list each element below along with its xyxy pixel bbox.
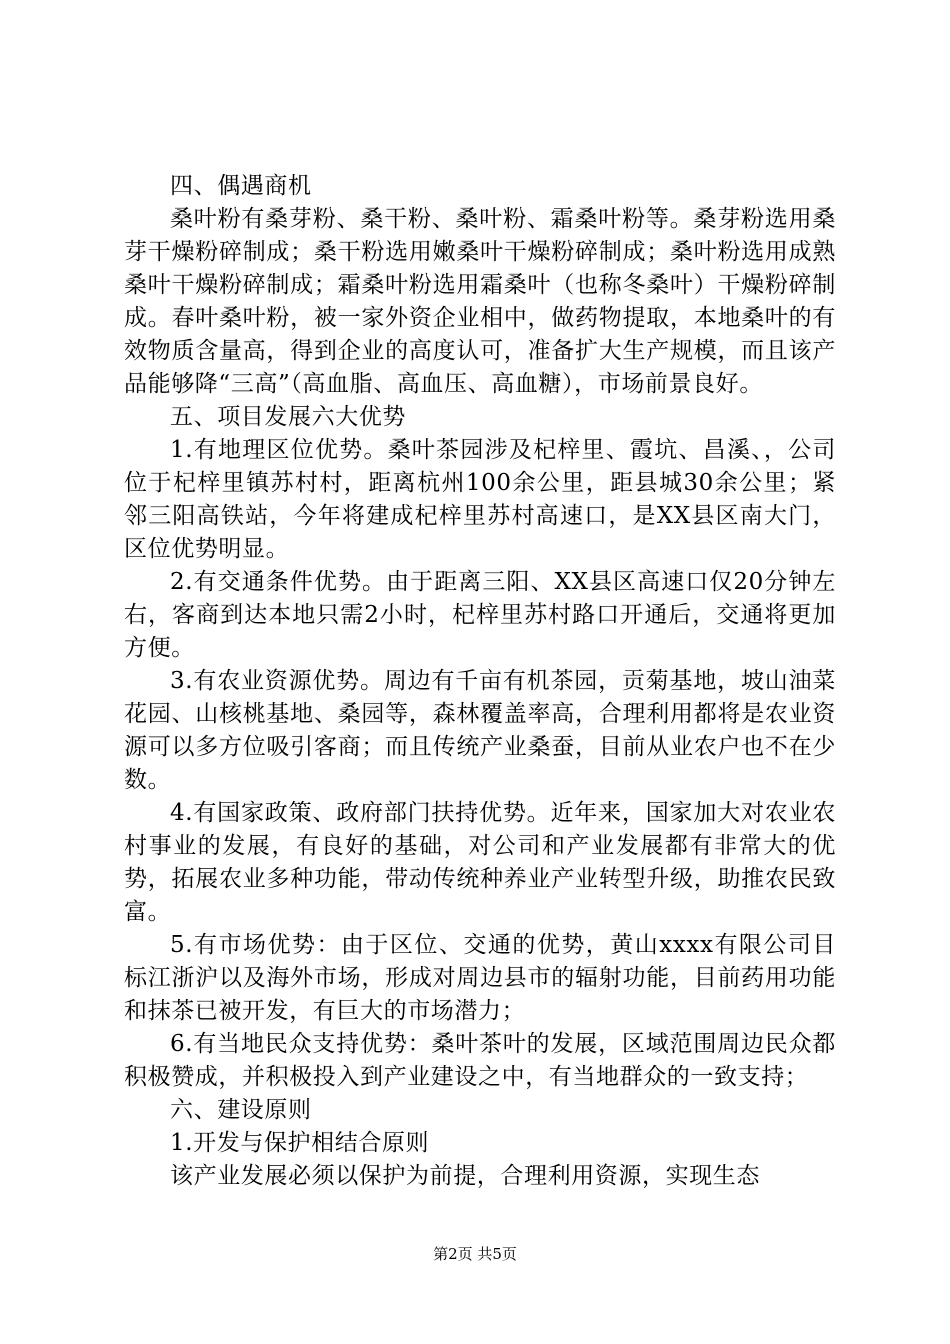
subsection-heading-development-protection: 1.开发与保护相结合原则 [170,1130,430,1156]
paragraph-development-protection: 该产业发展必须以保护为前提，合理利用资源，实现生态 [170,1163,760,1189]
paragraph-mulberry-powder: 桑叶粉有桑芽粉、桑干粉、桑叶粉、霜桑叶粉等。桑芽粉选用桑芽干燥粉碎制成；桑干粉选用嫩桑叶干燥粉碎制成；桑叶粉选用成熟桑叶干燥粉碎制成；霜桑叶粉选用霜桑叶（也称冬桑叶）干燥粉碎制成。春叶桑叶粉，被一家外资企业相中，做药物提取，本地桑叶的有效物质含量高，得到企业的高度认可，准备扩大生产规模，而且该产品能够降“三高”（高血脂、高血压、高血糖），市场前景良好。 [124,206,836,397]
section-heading-advantages: 五、项目发展六大优势 [170,404,406,430]
section-heading-opportunity: 四、偶遇商机 [170,173,312,199]
paragraph-advantage-market: 5.有市场优势：由于区位、交通的优势，黄山xxxx有限公司目标江浙沪以及海外市场，形成对周边县市的辐射功能，目前药用功能和抹茶已被开发，有巨大的市场潜力； [124,932,836,1024]
paragraph-advantage-location: 1.有地理区位优势。桑叶茶园涉及杞梓里、霞坑、昌溪、，公司位于杞梓里镇苏村村，距离杭州100余公里，距县城30余公里；紧邻三阳高铁站，今年将建成杞梓里苏村高速口，是XX县区南大门，区位优势明显。 [124,437,836,562]
page-number-footer: 第2页 共5页 [433,1245,517,1263]
paragraph-advantage-public-support: 6.有当地民众支持优势：桑叶茶叶的发展，区域范围周边民众都积极赞成，并积极投入到产业建设之中，有当地群众的一致支持； [124,1031,836,1090]
section-heading-principles: 六、建设原则 [170,1097,312,1123]
document-body [124,170,836,1193]
paragraph-advantage-resources: 3.有农业资源优势。周边有千亩有机茶园，贡菊基地，坡山油菜花园、山核桃基地、桑园等，森林覆盖率高，合理利用都将是农业资源可以多方位吸引客商；而且传统产业桑蚕，目前从业农户也不在少数。 [124,668,836,793]
paragraph-advantage-transport: 2.有交通条件优势。由于距离三阳、XX县区高速口仅20分钟左右，客商到达本地只需2小时，杞梓里苏村路口开通后，交通将更加方便。 [124,569,836,661]
paragraph-advantage-policy: 4.有国家政策、政府部门扶持优势。近年来，国家加大对农业农村事业的发展，有良好的基础，对公司和产业发展都有非常大的优势，拓展农业多种功能，带动传统种养业产业转型升级，助推农民致富。 [124,800,836,925]
